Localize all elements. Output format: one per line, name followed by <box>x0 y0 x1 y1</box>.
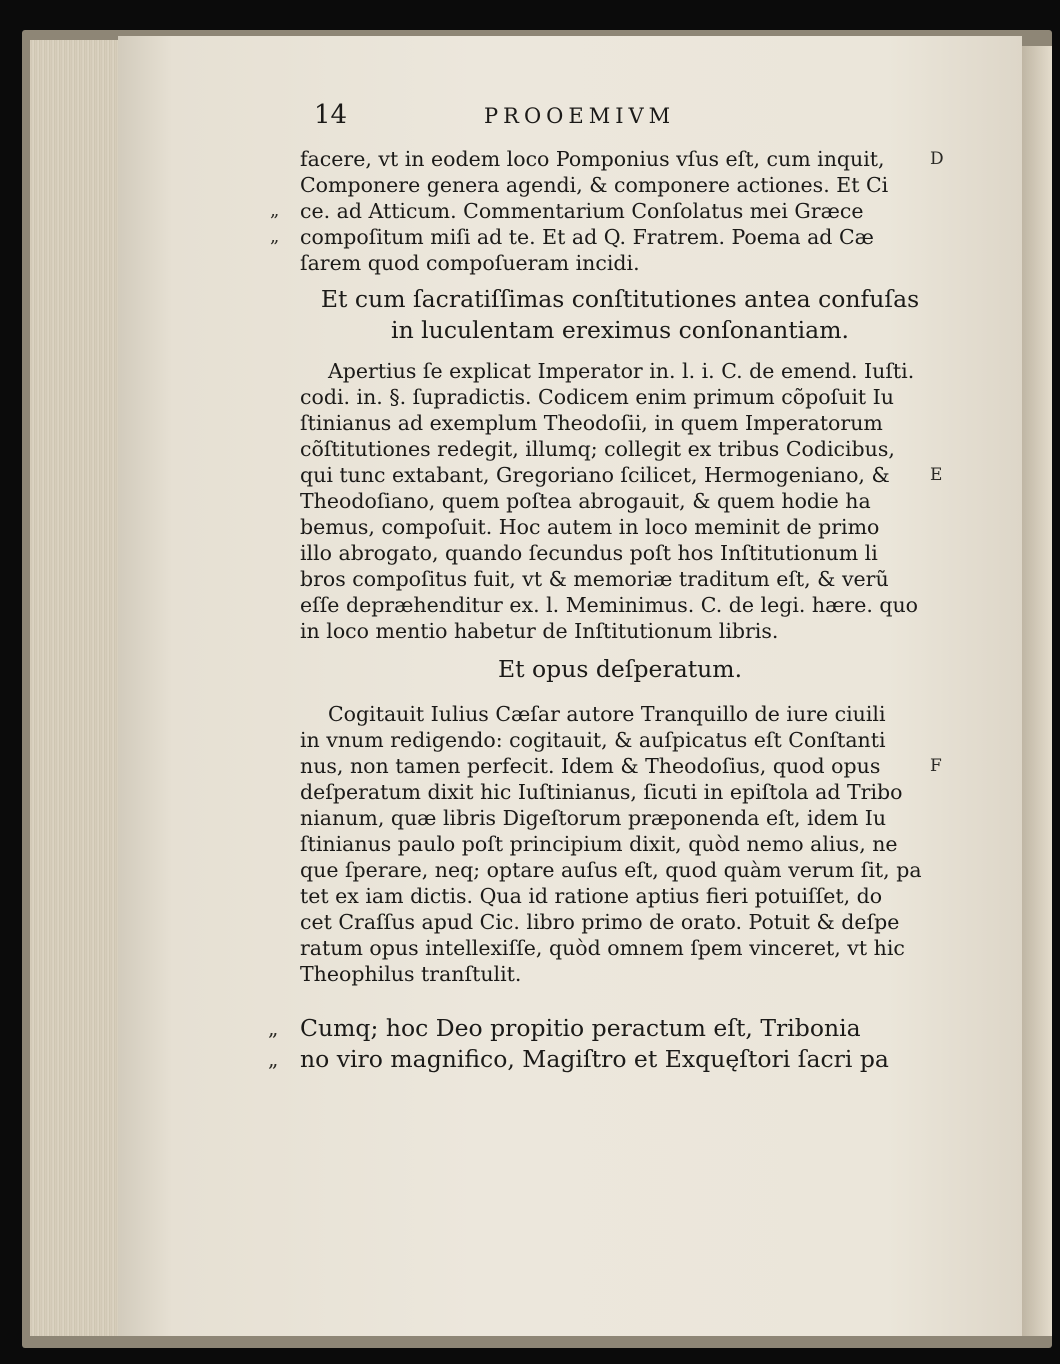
rubric-line: in luculentam ereximus conſonantiam. <box>391 316 849 344</box>
page-edges <box>30 40 122 1336</box>
text-line: cõſtitutiones redegit, illumq; collegit ex tribus Codicibus, <box>300 437 895 461</box>
text-line: tet ex iam dictis. Qua id ratione aptius fieri potuiſſet, do <box>300 884 883 908</box>
text-line: Theophilus tranſtulit. <box>300 962 522 986</box>
paragraph-3 <box>300 701 940 987</box>
quote-mark: „ <box>270 200 280 221</box>
text-line: ratum opus intellexiſſe, quòd omnem ſpem vinceret, vt hic <box>300 936 905 960</box>
text-line <box>300 146 944 172</box>
text-line <box>270 224 940 250</box>
text-line: illo abrogato, quando ſecundus poſt hos Inſtitutionum li <box>300 541 878 565</box>
text-line: eſſe depræhenditur ex. l. Meminimus. C. de legi. hære. quo <box>300 593 919 617</box>
next-page-edge <box>1022 46 1052 1336</box>
margin-letter-f: F <box>930 756 942 776</box>
closing-line <box>268 1044 940 1075</box>
text-line: Apertius ſe explicat Imperator in. l. i. C. de emend. Iuſti. <box>328 359 915 383</box>
text-line <box>270 198 940 224</box>
text-line: ſtinianus paulo poſt principium dixit, quòd nemo alius, ne <box>300 832 898 856</box>
rubric-2 <box>300 654 940 685</box>
page-number: 14 <box>314 100 348 130</box>
text-line: deſperatum dixit hic Iuſtinianus, ſicuti in epiſtola ad Tribo <box>300 780 903 804</box>
rubric-1 <box>300 284 940 346</box>
line-text: no viro magnifico, Magiſtro et Exquęſtori ſacri pa <box>300 1045 889 1073</box>
text-line <box>300 753 940 779</box>
text-line: in vnum redigendo: cogitauit, & auſpicatus eſt Conſtanti <box>300 728 886 752</box>
text-line <box>300 462 943 488</box>
line-text: compoſitum miſi ad te. Et ad Q. Fratrem. Poema ad Cæ <box>300 225 874 249</box>
text-line: codi. in. §. ſupradictis. Codicem enim primum cõpoſuit Iu <box>300 385 894 409</box>
paragraph-2 <box>300 358 943 644</box>
text-line: Cogitauit Iulius Cæſar autore Tranquillo de iure ciuili <box>328 702 886 726</box>
text-line: cet Craſſus apud Cic. libro primo de orato. Potuit & deſpe <box>300 910 900 934</box>
text-line: Theodoſiano, quem poſtea abrogauit, & quem hodie ha <box>300 489 871 513</box>
line-text: Cumq; hoc Deo propitio peractum eſt, Tribonia <box>300 1014 861 1042</box>
paragraph-1 <box>270 146 944 276</box>
line-text: facere, vt in eodem loco Pomponius vſus eſt, cum inquit, <box>300 147 885 171</box>
quote-mark: „ <box>268 1016 279 1040</box>
text-line: Componere genera agendi, & componere actiones. Et Ci <box>300 173 889 197</box>
margin-letter-d: D <box>930 149 944 169</box>
text-line: ſarem quod compoſueram incidi. <box>300 251 640 275</box>
line-text: ce. ad Atticum. Commentarium Conſolatus mei Græce <box>300 199 864 223</box>
rubric-line: Et opus deſperatum. <box>497 655 743 683</box>
text-line: nianum, quæ libris Digeſtorum præponenda eſt, idem Iu <box>300 806 887 830</box>
rubric-line: Et cum ſacratiſſimas conſtitutiones antea confuſas <box>320 285 920 313</box>
quote-mark: „ <box>268 1047 279 1071</box>
line-text: qui tunc extabant, Gregoriano ſcilicet, Hermogeniano, & <box>300 463 890 487</box>
text-line: que ſperare, neq; optare auſus eſt, quod quàm verum ſit, pa <box>300 858 922 882</box>
margin-letter-e: E <box>930 465 943 485</box>
text-line: bros compoſitus fuit, vt & memoriæ traditum eſt, & verũ <box>300 567 889 591</box>
text-line: bemus, compoſuit. Hoc autem in loco meminit de primo <box>300 515 880 539</box>
quote-mark: „ <box>270 226 280 247</box>
line-text: nus, non tamen perfecit. Idem & Theodoſius, quod opus <box>300 754 881 778</box>
closing-lines <box>268 1013 940 1075</box>
text-line: ſtinianus ad exemplum Theodoſii, in quem Imperatorum <box>300 411 883 435</box>
running-head <box>300 100 940 146</box>
closing-line <box>268 1013 940 1044</box>
text-block <box>268 100 944 1075</box>
text-line: in loco mentio habetur de Inſtitutionum libris. <box>300 619 779 643</box>
running-title: PROOEMIVM <box>484 104 676 128</box>
